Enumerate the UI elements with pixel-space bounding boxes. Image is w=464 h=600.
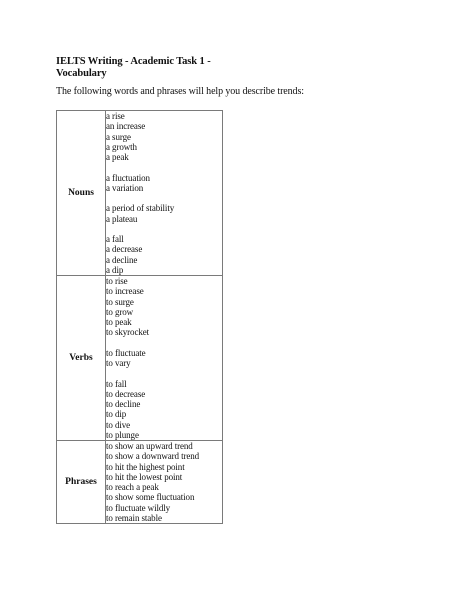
- list-item: to decrease: [106, 388, 146, 399]
- list-item: a period of stability: [106, 203, 175, 214]
- table-row: [57, 441, 223, 524]
- list-item: a surge: [106, 131, 131, 142]
- term-list: [106, 441, 223, 524]
- title-line-2: Vocabulary: [56, 68, 107, 79]
- list-item: a fall: [106, 234, 124, 244]
- list-item: to hit the lowest point: [106, 471, 183, 482]
- list-item: to fall: [106, 378, 127, 389]
- vocabulary-table: [56, 110, 223, 524]
- list-item: an increase: [106, 121, 146, 132]
- group-spacer: [106, 368, 222, 378]
- list-item: a rise: [106, 111, 125, 121]
- list-item: a decrease: [106, 244, 143, 255]
- document-title: [56, 56, 211, 80]
- intro-text: The following words and phrases will help you describe trends:: [56, 86, 304, 97]
- group-spacer: [106, 224, 222, 234]
- list-item: to increase: [106, 286, 144, 297]
- list-item: a dip: [106, 264, 124, 275]
- group-spacer: [106, 162, 222, 172]
- list-item: a variation: [106, 182, 144, 193]
- list-item: to skyrocket: [106, 327, 150, 338]
- list-item: to reach a peak: [106, 482, 159, 492]
- list-item: to show an upward trend: [106, 441, 193, 451]
- term-list: [106, 276, 223, 441]
- list-item: to fluctuate wildly: [106, 502, 171, 513]
- list-item: to remain stable: [106, 512, 162, 523]
- list-item: to show a downward trend: [106, 451, 200, 462]
- list-item: to dip: [106, 409, 127, 420]
- list-item: a growth: [106, 141, 137, 152]
- list-item: a decline: [106, 254, 138, 265]
- title-line-1: IELTS Writing - Academic Task 1 -: [56, 56, 211, 67]
- list-item: to decline: [106, 399, 141, 409]
- table-row: [57, 276, 223, 441]
- list-item: to dive: [106, 419, 131, 430]
- vocabulary-table-body: [57, 111, 223, 524]
- list-item: to show some fluctuation: [106, 492, 195, 503]
- category-label: Phrases: [57, 441, 106, 524]
- term-list: [106, 111, 223, 276]
- list-item: to peak: [106, 317, 132, 327]
- group-spacer: [106, 193, 222, 203]
- list-item: a plateau: [106, 213, 138, 224]
- table-row: [57, 111, 223, 276]
- list-item: to fluctuate: [106, 347, 146, 358]
- list-item: to plunge: [106, 429, 139, 440]
- list-item: to vary: [106, 358, 131, 368]
- list-item: a fluctuation: [106, 172, 150, 183]
- list-item: to grow: [106, 306, 134, 317]
- category-label: Nouns: [57, 111, 106, 276]
- list-item: to hit the highest point: [106, 461, 185, 472]
- category-label: Verbs: [57, 276, 106, 441]
- list-item: a peak: [106, 152, 129, 162]
- group-spacer: [106, 338, 222, 348]
- list-item: to surge: [106, 296, 134, 307]
- list-item: to rise: [106, 276, 128, 286]
